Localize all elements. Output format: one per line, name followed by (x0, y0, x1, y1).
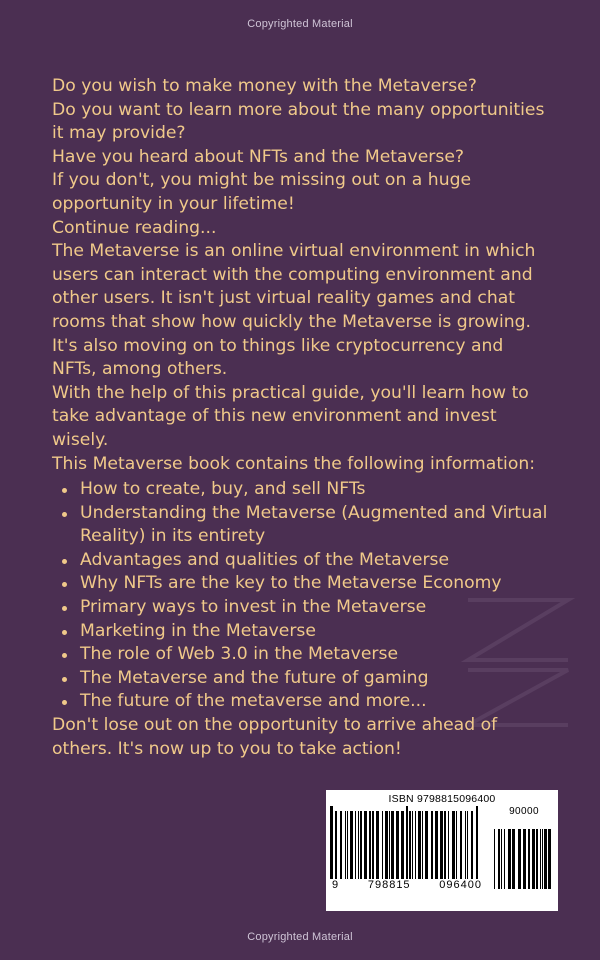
copyright-notice-bottom: Copyrighted Material (247, 931, 353, 943)
blurb-contents-heading: This Metaverse book contains the following information: (52, 453, 536, 474)
blurb-paragraph-6: The Metaverse is an online virtual environment in which users can interact with the computing environment and other users. It isn't just virtual reality games and chat rooms that show how quickly the Metaverse is growing. It's also moving on to things like cryptocurrency and NFTs, among others. (52, 241, 536, 380)
list-item: The future of the metaverse and more... (52, 690, 552, 714)
list-item: Advantages and qualities of the Metaverse (52, 549, 552, 573)
list-item: Primary ways to invest in the Metaverse (52, 596, 552, 620)
barcode-digits-group1: 798815 (367, 879, 411, 891)
list-item: The role of Web 3.0 in the Metaverse (52, 643, 552, 667)
back-cover-text (52, 75, 552, 761)
blurb-closing: Don't lose out on the opportunity to arrive ahead of others. It's now up to you to take action! (52, 715, 498, 759)
contents-list (52, 478, 552, 714)
isbn-label: ISBN 9798815096400 (388, 793, 496, 805)
blurb-paragraph-5: Continue reading... (52, 217, 217, 238)
barcode-addon-label: 90000 (509, 806, 539, 817)
list-item: Marketing in the Metaverse (52, 620, 552, 644)
list-item: The Metaverse and the future of gaming (52, 667, 552, 691)
barcode-digit-left: 9 (332, 879, 340, 891)
list-item: Understanding the Metaverse (Augmented and Virtual Reality) in its entirety (52, 502, 552, 549)
barcode-digits (330, 879, 482, 891)
copyright-notice-top: Copyrighted Material (247, 18, 353, 30)
barcode-digits-group2: 096400 (439, 879, 482, 891)
blurb-paragraph-1: Do you wish to make money with the Metaverse? (52, 76, 477, 96)
barcode-bars-addon (494, 829, 554, 891)
list-item: How to create, buy, and sell NFTs (52, 478, 552, 502)
blurb-paragraph-4: If you don't, you might be missing out on a huge opportunity in your lifetime! (52, 170, 472, 214)
blurb-paragraph-3: Have you heard about NFTs and the Metaverse? (52, 146, 465, 167)
isbn-barcode-block (326, 790, 558, 911)
blurb-paragraph-7: With the help of this practical guide, you'll learn how to take advantage of this new environment and invest wisely. (52, 382, 529, 450)
barcode-bars-main (330, 806, 480, 879)
list-item: Why NFTs are the key to the Metaverse Economy (52, 572, 552, 596)
blurb-paragraph-2: Do you want to learn more about the many opportunities it may provide? (52, 99, 545, 144)
